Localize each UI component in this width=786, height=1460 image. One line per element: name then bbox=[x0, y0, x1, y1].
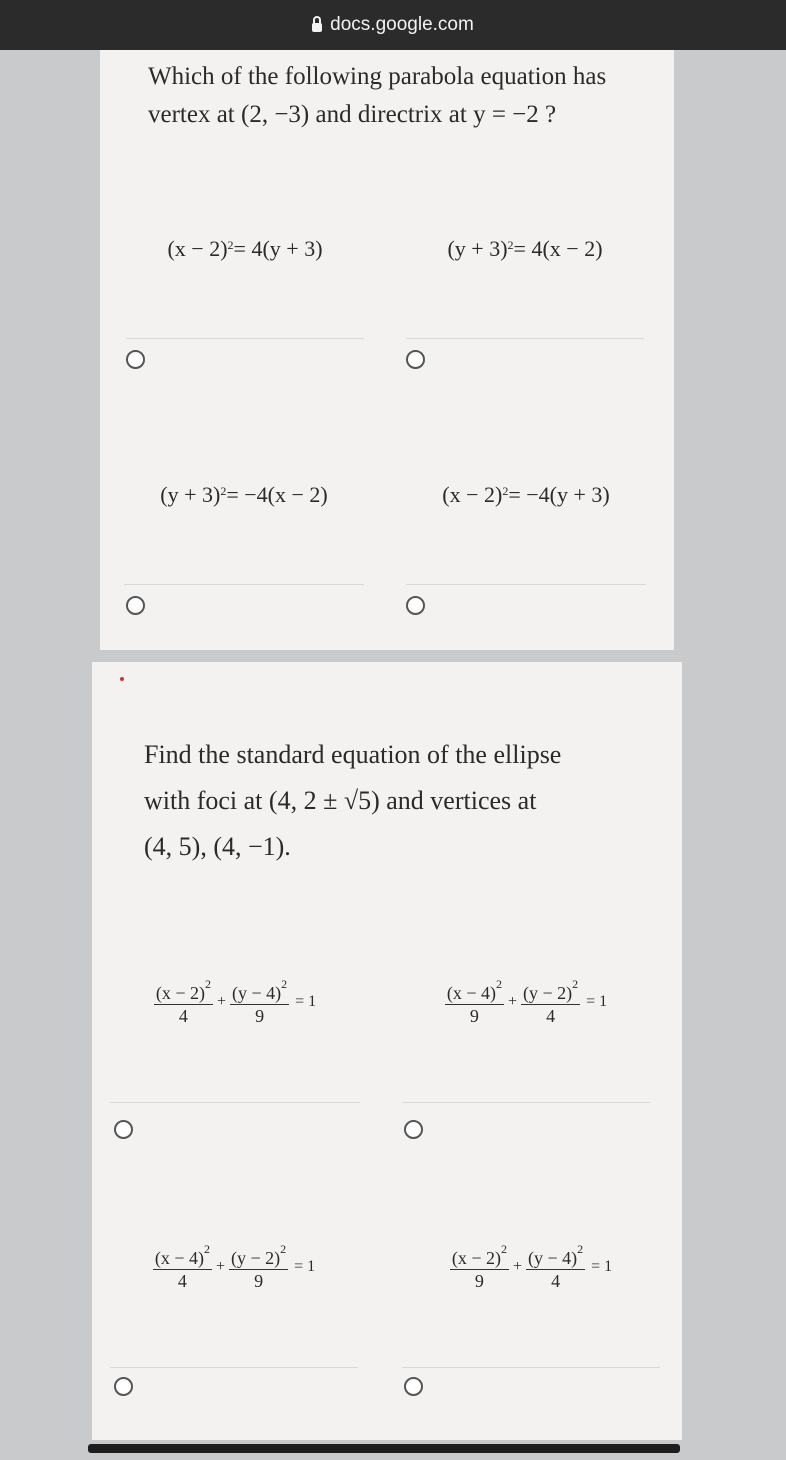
option-2[interactable]: (y + 3) $^2$ = 4(x − 2) bbox=[406, 160, 644, 339]
radio-option-2[interactable] bbox=[406, 350, 425, 369]
radio-option-4[interactable] bbox=[404, 1377, 423, 1396]
bottom-bar bbox=[88, 1444, 680, 1453]
required-indicator bbox=[120, 677, 124, 681]
plus-sign: + bbox=[215, 1258, 225, 1275]
question-text: Find the standard equation of the ellipse with foci at (4, 2 ± √5) and vertices at (4, 5), (4, −1). bbox=[144, 740, 562, 861]
option-3[interactable]: (y + 3) $^2$ = −4(x − 2) bbox=[124, 406, 364, 585]
option-1[interactable]: $\frac{(x - 2)^2}{4}$ + $\frac{(y - 4)^2}{9}$ = 1 bbox=[110, 902, 360, 1103]
option-4[interactable]: $\frac{(x - 2)^2}{9}$ + $\frac{(y - 4)^2}{4}$ = 1 bbox=[402, 1167, 660, 1368]
fraction: $\frac{(y - 2)^2}{9}$ bbox=[231, 1242, 287, 1291]
radio-option-3[interactable] bbox=[126, 596, 145, 615]
radio-option-1[interactable] bbox=[114, 1120, 133, 1139]
option-4[interactable]: (x − 2) $^2$ = −4(y + 3) bbox=[406, 406, 646, 585]
plus-sign: + bbox=[507, 993, 517, 1010]
option-1[interactable]: (x − 2) $^2$ = 4(y + 3) bbox=[126, 160, 364, 339]
fraction: $\frac{(x - 4)^2}{9}$ bbox=[446, 977, 502, 1026]
question-card-parabola bbox=[100, 50, 674, 650]
radio-option-4[interactable] bbox=[406, 596, 425, 615]
fraction: $\frac{(x - 2)^2}{4}$ bbox=[155, 977, 211, 1026]
radio-option-1[interactable] bbox=[126, 350, 145, 369]
fraction: $\frac{(y - 4)^2}{9}$ bbox=[232, 977, 288, 1026]
radio-option-3[interactable] bbox=[114, 1377, 133, 1396]
question-card-ellipse bbox=[92, 662, 682, 1440]
fraction: $\frac{(y - 2)^2}{4}$ bbox=[523, 977, 579, 1026]
url-text: docs.google.com bbox=[330, 14, 474, 35]
fraction: $\frac{(x - 2)^2}{9}$ bbox=[451, 1242, 507, 1291]
option-2[interactable]: $\frac{(x - 4)^2}{9}$ + $\frac{(y - 2)^2}{4}$ = 1 bbox=[402, 902, 650, 1103]
question-text: Which of the following parabola equation has vertex at (2, −3) and directrix at y = −2 ? bbox=[148, 63, 607, 128]
option-3[interactable]: $\frac{(x - 4)^2}{4}$ + $\frac{(y - 2)^2}{9}$ = 1 bbox=[110, 1167, 358, 1368]
fraction: $\frac{(y - 4)^2}{4}$ bbox=[528, 1242, 584, 1291]
radio-option-2[interactable] bbox=[404, 1120, 423, 1139]
fraction: $\frac{(x - 4)^2}{4}$ bbox=[154, 1242, 210, 1291]
plus-sign: + bbox=[512, 1258, 522, 1275]
browser-address-bar[interactable] bbox=[0, 0, 786, 50]
plus-sign: + bbox=[216, 993, 226, 1010]
lock-icon bbox=[312, 23, 322, 32]
